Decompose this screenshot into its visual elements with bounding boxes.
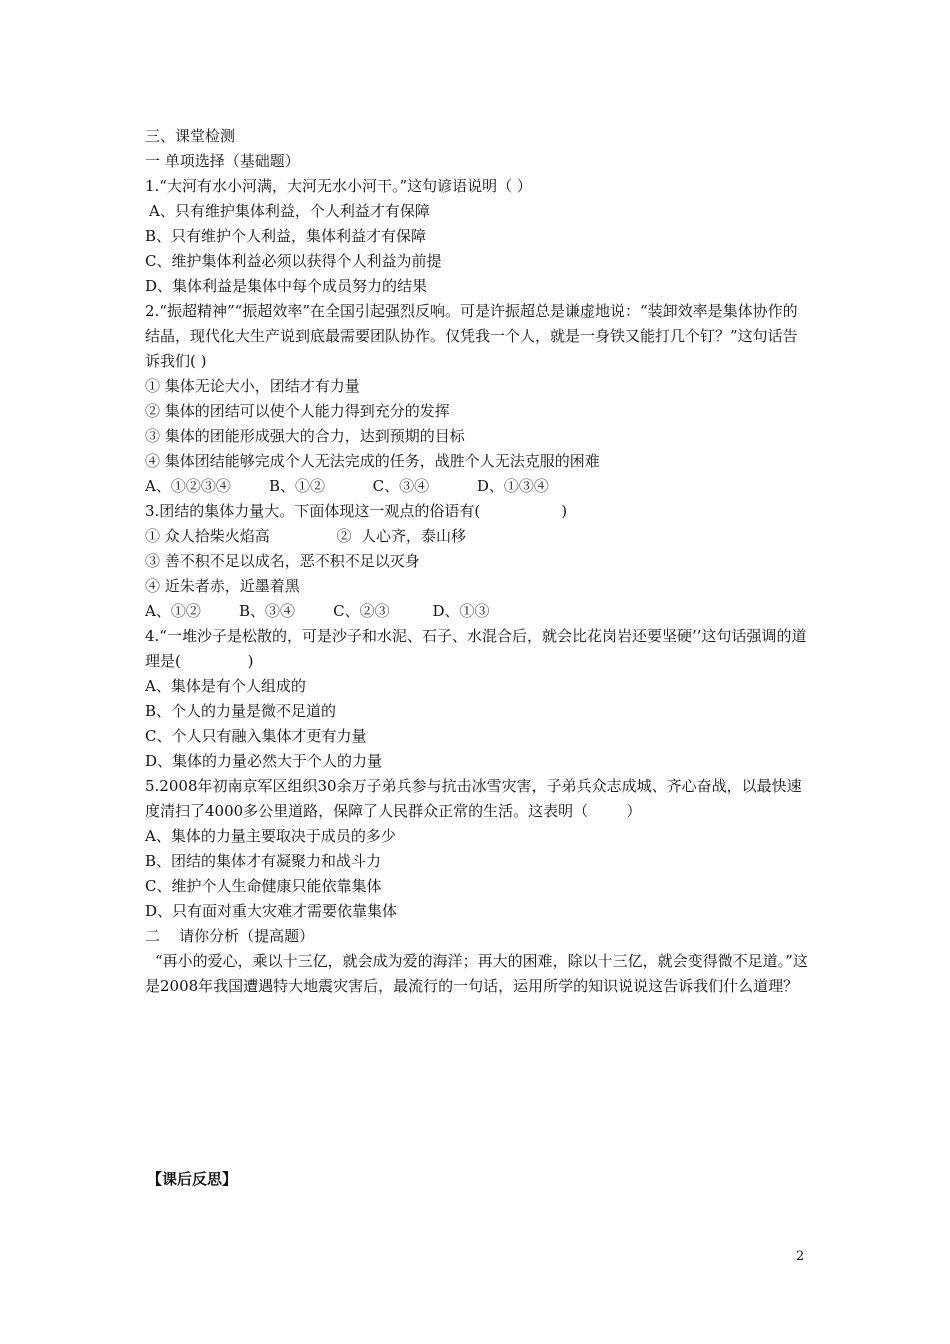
q2-item-1: ① 集体无论大小，团结才有力量 [145,377,360,395]
q4-stem: 4.“一堆沙子是松散的，可是沙子和水泥、石子、水混合后，就会比花岗岩还要坚硬’’这句话强调的道理是( ) [145,627,807,670]
section-title: 三、课堂检测 [145,127,236,145]
q3-stem: 3.团结的集体力量大。下面体现这一观点的俗语有( ) [145,502,568,520]
q3-item-4: ④ 近朱者赤，近墨着黑 [145,577,300,595]
q4-option-d: D、集体的力量必然大于个人的力量 [145,752,383,770]
q2-item-4: ④ 集体团结能够完成个人无法完成的任务，战胜个人无法克服的困难 [145,452,600,470]
q2-stem: 2.“振超精神”“振超效率”在全国引起强烈反响。可是许振超总是谦虚地说：“装卸效率是集体协作的结晶，现代化大生产说到底最需要团队协作。仅凭我一个人，就是一身铁又能打几个钉？”这句话告诉我们( ) [145,302,798,370]
q4-option-c: C、个人只有融入集体才更有力量 [145,727,367,745]
part1-heading: 一 单项选择（基础题） [145,152,300,170]
part2-question: “再小的爱心，乘以十三亿，就会成为爱的海洋；再大的困难，除以十三亿，就会变得微不足道。”这是2008年我国遭遇特大地震灾害后，最流行的一句话，运用所学的知识说说这告诉我们什么道理？ [145,952,808,995]
q3-choices: A、①② B、③④ C、②③ D、①③ [145,602,490,620]
q1-option-b: B、只有维护个人利益，集体利益才有保障 [145,227,427,245]
q4-option-a: A、集体是有个人组成的 [145,677,306,695]
q5-option-d: D、只有面对重大灾难才需要依靠集体 [145,902,398,920]
part2-heading: 二 请你分析（提高题） [145,927,315,945]
q2-item-2: ② 集体的团结可以使个人能力得到充分的发挥 [145,402,450,420]
reflection-heading: 【课后反思】 [147,1170,238,1188]
q3-item-1-2: ① 众人拾柴火焰高 ② 人心齐，泰山移 [145,527,467,545]
q1-option-c: C、维护集体利益必须以获得个人利益为前提 [145,252,442,270]
q2-choices: A、①②③④ B、①② C、③④ D、①③④ [145,477,549,495]
q1-stem: 1.“大河有水小河满，大河无水小河干。”这句谚语说明（ ） [145,177,532,195]
q5-option-a: A、集体的力量主要取决于成员的多少 [145,827,396,845]
q5-option-b: B、团结的集体才有凝聚力和战斗力 [145,852,382,870]
q2-item-3: ③ 集体的团能形成强大的合力，达到预期的目标 [145,427,465,445]
page-number: 2 [796,1249,805,1264]
q4-option-b: B、个人的力量是微不足道的 [145,702,337,720]
q1-option-a: A、只有维护集体利益，个人利益才有保障 [149,202,430,220]
q3-item-3: ③ 善不积不足以成名，恶不积不足以灭身 [145,552,420,570]
q5-stem: 5.2008年初南京军区组织30余万子弟兵参与抗击冰雪灾害，子弟兵众志成城、齐心奋战，以最快速度清扫了4000多公里道路，保障了人民群众正常的生活。这表明（ ） [145,777,802,820]
content-body [145,124,810,999]
q5-option-c: C、维护个人生命健康只能依靠集体 [145,877,382,895]
q1-option-d: D、集体利益是集体中每个成员努力的结果 [145,277,428,295]
